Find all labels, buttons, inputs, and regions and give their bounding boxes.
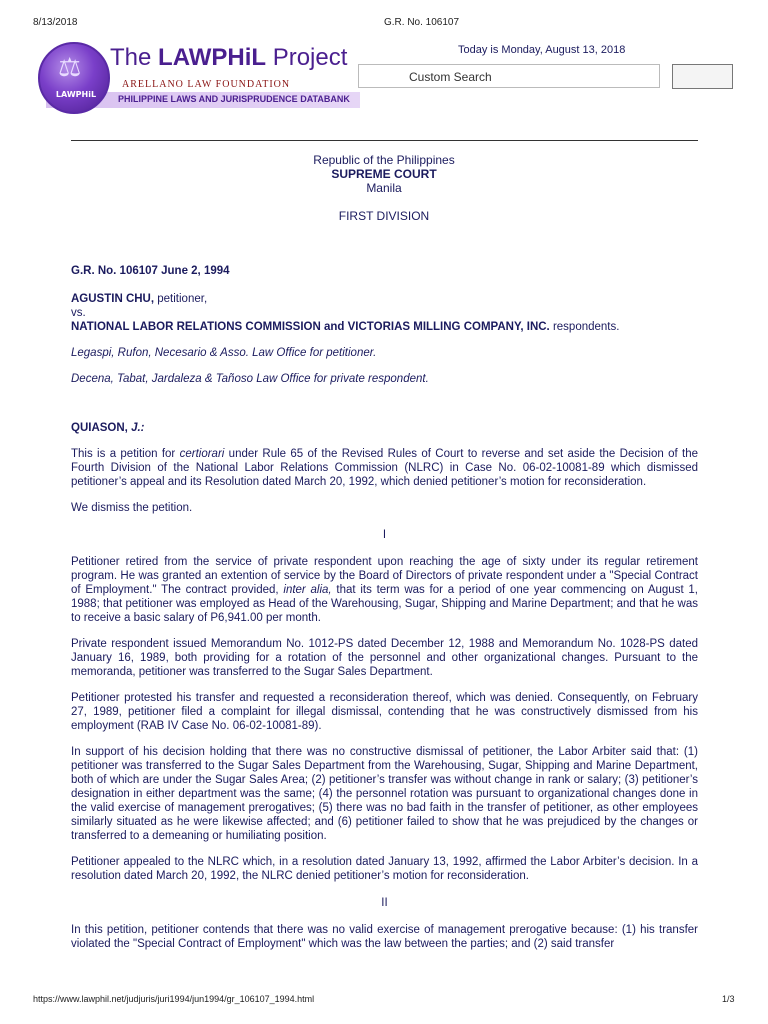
paragraph-4: Private respondent issued Memorandum No. 1012-PS dated December 12, 1988 and Memorandum No. 1028-PS dated January 16, 1989, both providing for a rotation of the personnel and other organizational changes. Pursuant to the memoranda, petitioner was transferred to the Sugar Sales Department. bbox=[71, 638, 698, 678]
respondent-role: respondents. bbox=[552, 321, 620, 333]
paragraph-8: In this petition, petitioner contends that there was no valid exercise of management prerogative because: (1) his transfer violated the "Special Contract of Employment" which was the law between the parties; and (2) said transfer bbox=[71, 924, 698, 950]
counsel-petitioner: Legaspi, Rufon, Necesario & Asso. Law Office for petitioner. bbox=[71, 347, 377, 359]
division: FIRST DIVISION bbox=[338, 209, 430, 223]
logo-title bbox=[110, 44, 347, 72]
p1-text-b: under Rule 65 of the Revised Rules of Court to reverse and set aside the Decision of the Fourth Division of the National Labor Relations Commission (NLRC) in Case No. 06-02-10081-89 which dismissed petitioner’s appeal and its Resolution dated March 20, 1992, which denied petitioner’s motion for reconsideration. bbox=[71, 448, 698, 488]
logo-brand: LAWPHiL bbox=[158, 44, 267, 71]
paragraph-2: We dismiss the petition. bbox=[71, 502, 193, 514]
ponente bbox=[71, 421, 698, 435]
petitioner-line bbox=[71, 292, 698, 306]
respondent-name: NATIONAL LABOR RELATIONS COMMISSION and VICTORIAS MILLING COMPANY, INC. bbox=[71, 321, 550, 333]
lawphil-logo[interactable] bbox=[38, 42, 360, 114]
search-input[interactable] bbox=[358, 64, 660, 88]
print-title: G.R. No. 106107 bbox=[384, 17, 460, 28]
paragraph-7: Petitioner appealed to the NLRC which, in a resolution dated January 13, 1992, affirmed the Labor Arbiter’s decision. In a resolution dated March 20, 1992, the NLRC denied petitioner’s motion for reconsideration. bbox=[71, 856, 698, 882]
logo-suffix: Project bbox=[272, 44, 348, 71]
p1-text-a: This is a petition for bbox=[71, 448, 176, 460]
court-name: SUPREME COURT bbox=[331, 167, 437, 181]
print-url[interactable]: https://www.lawphil.net/judjuris/juri1994/jun1994/gr_106107_1994.html bbox=[33, 994, 315, 1004]
section-heading-1: I bbox=[382, 529, 387, 541]
divider bbox=[71, 140, 698, 141]
print-date: 8/13/2018 bbox=[33, 17, 78, 28]
logo-prefix: The bbox=[110, 44, 152, 71]
petitioner-role: petitioner, bbox=[157, 293, 208, 305]
republic-line: Republic of the Philippines bbox=[313, 153, 455, 167]
decision-content bbox=[71, 264, 698, 951]
scales-seal-icon bbox=[38, 42, 110, 114]
p3-text-b: that its term was for a period of one year commencing on August 1, 1988; that petitioner was employed as Head of the Warehousing, Sugar, Shipping and Marine Department; and that he was to receive a basic salary of P6,941.00 per month. bbox=[71, 584, 698, 624]
paragraph-3 bbox=[71, 555, 698, 625]
petitioner-name: AGUSTIN CHU, bbox=[71, 293, 155, 305]
today-date: Today is Monday, August 13, 2018 bbox=[458, 44, 626, 56]
logo-subtitle: ARELLANO LAW FOUNDATION bbox=[122, 79, 291, 90]
search-placeholder: Custom Search bbox=[409, 70, 492, 84]
page-number: 1/3 bbox=[722, 994, 735, 1004]
paragraph-6: In support of his decision holding that there was no constructive dismissal of petitioner, the Labor Arbiter said that: (1) petitioner was transferred to the Sugar Sales Department from the Warehousing, Sugar, Shipping and Marine Department, both of which are under the Sugar Sales Area; (2) petitioner’s transfer was without change in rank or salary; (3) petitioner’s designation in either department was the same; (4) the personnel rotation was pursuant to organizational changes done in the valid exercise of management prerogatives; (5) there was no bad faith in the transfer of petitioner, as other employees similarly situated as he were likewise affected; and (6) petitioner failed to show that he was prejudiced by the changes or transferred to a demeaning or humiliating position. bbox=[71, 746, 698, 842]
p3-text-a: Petitioner retired from the service of private respondent upon reaching the age of sixty under its regular retirement program. He was granted an extention of service by the Board of Directors of private respondent under a "Special Contract of Employment." The contract provided, bbox=[71, 556, 698, 596]
ponente-suffix: J.: bbox=[131, 422, 145, 434]
versus: vs. bbox=[71, 307, 86, 319]
search-button[interactable] bbox=[672, 64, 733, 89]
paragraph-1 bbox=[71, 447, 698, 489]
section-heading-2: II bbox=[381, 897, 388, 909]
case-number: G.R. No. 106107 June 2, 1994 bbox=[71, 265, 230, 277]
respondent-line bbox=[71, 320, 698, 334]
counsel-respondent: Decena, Tabat, Jardaleza & Tañoso Law Office for private respondent. bbox=[71, 373, 429, 385]
p1-italic: certiorari bbox=[179, 448, 225, 460]
paragraph-5: Petitioner protested his transfer and requested a reconsideration thereof, which was denied. Consequently, on February 27, 1989, petitioner filed a complaint for illegal dismissal, contending that he was constructively dismissed from his employment (RAB IV Case No. 06-02-10081-89). bbox=[71, 692, 698, 732]
scales-icon: ⚖ bbox=[58, 52, 82, 82]
logo-band-text: PHILIPPINE LAWS AND JURISPRUDENCE DATABANK bbox=[118, 94, 350, 104]
p3-italic: inter alia, bbox=[283, 584, 332, 596]
ponente-name: QUIASON, bbox=[71, 422, 128, 434]
court-city: Manila bbox=[366, 181, 402, 195]
seal-label: LAWPHiL bbox=[55, 90, 97, 99]
